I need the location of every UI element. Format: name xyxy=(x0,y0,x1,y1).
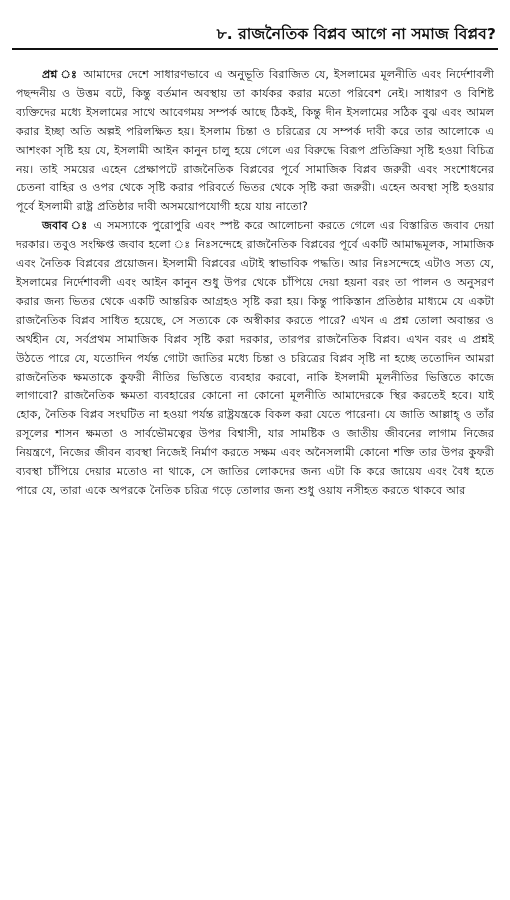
question-paragraph xyxy=(16,66,494,217)
question-text: আমাদের দেশে সাধারণভাবে এ অনুভূতি বিরাজিত যে, ইসলামের মূলনীতি এবং নির্দেশাবলী পছন্দনীয় ও উত্তম বটে, কিন্তু বর্তমান অবস্থায় তা কার্যকর করার মতো পরিবেশ নেই। সাধারণ ও বিশিষ্ট ব্যক্তিদের মধ্যে ইসলামের সাথে আবেগময় সম্পর্ক আছে ঠিকই, কিন্তু দীন ইসলামের সঠিক বুঝ এবং আমল করার ইচ্ছা অতি অল্পই পরিলক্ষিত হয়। ইসলাম চিন্তা ও চরিত্রের যে সম্পর্ক দাবী করে তার আলোকে এ আশংকা সৃষ্টি হয় যে, ইসলামী আইন কানুন চালু হয়ে গেলে এর বিরুদ্ধে বিরূপ প্রতিক্রিয়া সৃষ্টি হওয়া বিচিত্র নয়। তাই সময়ের এহেন প্রেক্ষাপটে রাজনৈতিক বিপ্লবের পূর্বে সামাজিক বিপ্লব জরুরী এবং সংশোধনের চেতনা বাহির ও ওপর থেকে সৃষ্টি করার পরিবর্তে ভিতর থেকে সৃষ্টি করা জরুরী। এহেন অবস্থা সৃষ্টি হওয়ার পূর্বে ইসলামী রাষ্ট্র প্রতিষ্ঠার দাবী অসময়োপযোগী হয়ে যায় নাতো? xyxy=(16,68,494,214)
chapter-title: ৮. রাজনৈতিক বিপ্লব আগে না সমাজ বিপ্লব? xyxy=(216,25,496,43)
answer-label: জবাব ঃ xyxy=(42,219,89,233)
answer-paragraph xyxy=(16,217,494,501)
body-text xyxy=(16,66,494,501)
question-label: প্রশ্ন ঃ xyxy=(42,68,79,81)
heading-divider xyxy=(12,48,498,50)
answer-text: এ সমস্যাকে পুরোপুরি এবং স্পষ্ট করে আলোচনা করতে গেলে এর বিস্তারিত জবাব দেয়া দরকার। তবুও সংক্ষিপ্ত জবাব হলো ঃ নিঃসন্দেহে রাজনৈতিক বিপ্লবের পূর্বে একটি আমাদ্ধমূলক, সামাজিক এবং নৈতিক বিপ্লবের প্রয়োজন। ইসলামী বিপ্লবের এটাই স্বাভাবিক পদ্ধতি। আর নিঃসন্দেহে এটাও সত্য যে, ইসলামের নির্দেশাবলী এবং আইন কানুন শুধু উপর থেকে চাঁপিয়ে দেয়া হয়না বরং তা পালন ও অনুসরণ করার জন্য ভিতর থেকে একটি আন্তরিক আগ্রহও সৃষ্টি করা হয়। কিন্তু পাকিস্তান প্রতিষ্ঠার মাধ্যমে যে একটা রাজনৈতিক বিপ্লব সাধিত হয়েছে, সে সত্যকে কে অস্বীকার করতে পারে? এখন এ প্রশ্ন তোলা অবান্তর ও অর্থহীন যে, সর্বপ্রথম সামাজিক বিপ্লব সৃষ্টি করা দরকার, তারপর রাজনৈতিক বিপ্লব। এখন বরং এ প্রশ্নই উঠতে পারে যে, যতোদিন পর্যন্ত গোটা জাতির মধ্যে চিন্তা ও চরিত্রের বিপ্লব সৃষ্টি না হচ্ছে ততোদিন আমরা রাজনৈতিক ক্ষমতাকে কুফরী নীতির ভিত্তিতে ব্যবহার করবো, নাকি ইসলামী মূলনীতির ভিত্তিতে কাজে লাগাবো? রাজনৈতিক ক্ষমতা ব্যবহারের কোনো না কোনো মূলনীতি আমাদেরকে স্থির করতেই হবে। যাই হোক, নৈতিক বিপ্লব সংঘটিত না হওয়া পর্যন্ত রাষ্ট্রযন্ত্রকে বিকল করা যেতে পারেনা। যে জাতি আল্লাহ্ ও তাঁর রসূলের শাসন ক্ষমতা ও সার্বভৌমত্বের উপর বিশ্বাসী, যার সামষ্টিক ও জাতীয় জীবনের লাগাম নিজের নিয়ন্ত্রণে, নিজের জীবন ব্যবস্থা নিজেই নির্মাণ করতে সক্ষম এবং অনৈসলামী কোনো শক্তি তার উপর কুফরী ব্যবস্থা চাঁপিয়ে দেয়ার মতোও না থাকে, সে জাতির লোকদের জন্য এটা কি করে জায়েয এবং বৈধ হতে পারে যে, তারা একে অপরকে নৈতিক চরিত্র গড়ে তোলার জন্য শুধু ওয়ায নসীহত করতে থাকবে আর xyxy=(16,219,495,497)
